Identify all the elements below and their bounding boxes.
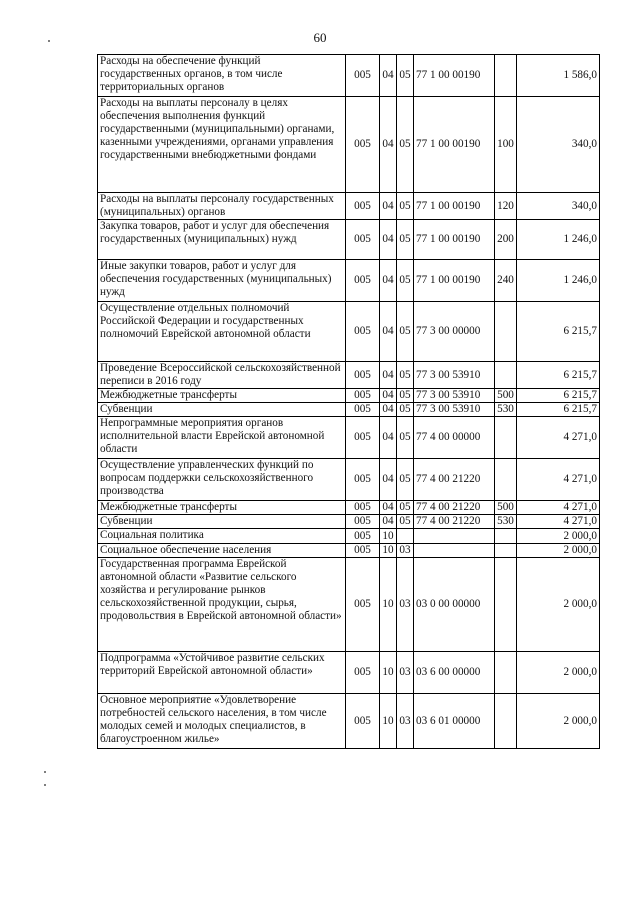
- row-section: 04: [380, 389, 397, 403]
- scan-speck: [44, 771, 46, 773]
- row-amount: 4 271,0: [517, 515, 600, 529]
- row-expense-type: [495, 544, 517, 558]
- row-subsection: 03: [397, 652, 414, 694]
- row-name: Непрограммные мероприятия органов исполнительной власти Еврейской автономной области: [98, 417, 346, 459]
- row-section: 04: [380, 220, 397, 260]
- table-row: [98, 97, 600, 193]
- row-subsection: 05: [397, 501, 414, 515]
- table-row: [98, 694, 600, 749]
- row-section: 04: [380, 302, 397, 362]
- table-row: [98, 501, 600, 515]
- row-amount: 2 000,0: [517, 529, 600, 544]
- row-section: 04: [380, 55, 397, 97]
- row-expense-type: 100: [495, 97, 517, 193]
- row-amount: 2 000,0: [517, 694, 600, 749]
- row-code: 005: [346, 193, 380, 220]
- row-amount: 2 000,0: [517, 652, 600, 694]
- budget-table: [97, 54, 600, 749]
- row-name: Расходы на выплаты персоналу государственных (муниципальных) органов: [98, 193, 346, 220]
- row-section: 04: [380, 417, 397, 459]
- row-article: 77 4 00 00000: [414, 417, 495, 459]
- row-expense-type: [495, 652, 517, 694]
- row-subsection: 05: [397, 55, 414, 97]
- table-row: [98, 55, 600, 97]
- row-amount: 1 246,0: [517, 260, 600, 302]
- table-row: [98, 459, 600, 501]
- row-expense-type: [495, 302, 517, 362]
- row-subsection: 05: [397, 302, 414, 362]
- row-expense-type: 200: [495, 220, 517, 260]
- row-section: 04: [380, 501, 397, 515]
- row-article: 77 1 00 00190: [414, 55, 495, 97]
- row-expense-type: [495, 362, 517, 389]
- row-subsection: 05: [397, 417, 414, 459]
- row-section: 04: [380, 97, 397, 193]
- row-article: [414, 544, 495, 558]
- row-name: Основное мероприятие «Удовлетворение потребностей сельского населения, в том числе молодых семей и молодых специалистов, в благоустроенном жилье»: [98, 694, 346, 749]
- row-section: 04: [380, 515, 397, 529]
- row-section: 04: [380, 260, 397, 302]
- row-name: Социальное обеспечение населения: [98, 544, 346, 558]
- row-code: 005: [346, 417, 380, 459]
- row-name: Субвенции: [98, 403, 346, 417]
- row-name: Осуществление управленческих функций по вопросам поддержки сельскохозяйственного производства: [98, 459, 346, 501]
- row-code: 005: [346, 558, 380, 652]
- row-name: Социальная политика: [98, 529, 346, 544]
- row-name: Подпрограмма «Устойчивое развитие сельских территорий Еврейской автономной области»: [98, 652, 346, 694]
- table-row: [98, 302, 600, 362]
- row-amount: 4 271,0: [517, 417, 600, 459]
- row-section: 10: [380, 544, 397, 558]
- table-row: [98, 260, 600, 302]
- row-section: 04: [380, 362, 397, 389]
- row-expense-type: 500: [495, 501, 517, 515]
- row-subsection: 05: [397, 220, 414, 260]
- row-expense-type: [495, 558, 517, 652]
- row-expense-type: [495, 529, 517, 544]
- row-expense-type: [495, 55, 517, 97]
- table-row: [98, 389, 600, 403]
- row-name: Государственная программа Еврейской автономной области «Развитие сельского хозяйства и регулирование рынков сельскохозяйственной продукции, сырья, продовольствия в Еврейской автономной области»: [98, 558, 346, 652]
- row-code: 005: [346, 459, 380, 501]
- table-row: [98, 193, 600, 220]
- scan-speck: [48, 40, 50, 42]
- row-name: Проведение Всероссийской сельскохозяйственной переписи в 2016 году: [98, 362, 346, 389]
- row-subsection: 03: [397, 558, 414, 652]
- table-row: [98, 417, 600, 459]
- row-expense-type: [495, 459, 517, 501]
- row-expense-type: 530: [495, 403, 517, 417]
- row-subsection: 05: [397, 389, 414, 403]
- row-article: 77 1 00 00190: [414, 193, 495, 220]
- row-section: 10: [380, 558, 397, 652]
- row-code: 005: [346, 362, 380, 389]
- row-code: 005: [346, 544, 380, 558]
- row-amount: 6 215,7: [517, 302, 600, 362]
- row-amount: 4 271,0: [517, 459, 600, 501]
- row-article: 77 4 00 21220: [414, 501, 495, 515]
- row-expense-type: [495, 417, 517, 459]
- table-row: [98, 544, 600, 558]
- row-expense-type: 500: [495, 389, 517, 403]
- row-code: 005: [346, 694, 380, 749]
- row-article: 03 6 00 00000: [414, 652, 495, 694]
- row-article: 77 3 00 53910: [414, 403, 495, 417]
- row-amount: 6 215,7: [517, 362, 600, 389]
- row-amount: 6 215,7: [517, 389, 600, 403]
- row-article: 77 4 00 21220: [414, 515, 495, 529]
- row-name: Иные закупки товаров, работ и услуг для обеспечения государственных (муниципальных) нужд: [98, 260, 346, 302]
- row-article: 03 6 01 00000: [414, 694, 495, 749]
- table-row: [98, 558, 600, 652]
- row-subsection: 05: [397, 515, 414, 529]
- row-expense-type: 530: [495, 515, 517, 529]
- row-article: 77 1 00 00190: [414, 260, 495, 302]
- row-subsection: 03: [397, 694, 414, 749]
- row-code: 005: [346, 220, 380, 260]
- row-article: 77 4 00 21220: [414, 459, 495, 501]
- row-amount: 1 586,0: [517, 55, 600, 97]
- table-row: [98, 220, 600, 260]
- row-amount: 340,0: [517, 193, 600, 220]
- table-row: [98, 362, 600, 389]
- row-section: 10: [380, 694, 397, 749]
- row-subsection: 05: [397, 97, 414, 193]
- row-expense-type: 240: [495, 260, 517, 302]
- row-subsection: 05: [397, 193, 414, 220]
- row-code: 005: [346, 515, 380, 529]
- row-code: 005: [346, 260, 380, 302]
- row-code: 005: [346, 403, 380, 417]
- row-name: Расходы на обеспечение функций государственных органов, в том числе территориальных органов: [98, 55, 346, 97]
- row-section: 10: [380, 529, 397, 544]
- row-article: [414, 529, 495, 544]
- row-name: Осуществление отдельных полномочий Российской Федерации и государственных полномочий Еврейской автономной области: [98, 302, 346, 362]
- page-number: 60: [313, 30, 327, 45]
- row-name: Закупка товаров, работ и услуг для обеспечения государственных (муниципальных) нужд: [98, 220, 346, 260]
- row-article: 03 0 00 00000: [414, 558, 495, 652]
- row-article: 77 1 00 00190: [414, 97, 495, 193]
- row-amount: 6 215,7: [517, 403, 600, 417]
- table-row: [98, 403, 600, 417]
- table-row: [98, 515, 600, 529]
- row-amount: 340,0: [517, 97, 600, 193]
- row-article: 77 1 00 00190: [414, 220, 495, 260]
- row-article: 77 3 00 53910: [414, 389, 495, 403]
- row-code: 005: [346, 652, 380, 694]
- row-section: 04: [380, 193, 397, 220]
- row-code: 005: [346, 501, 380, 515]
- row-code: 005: [346, 302, 380, 362]
- row-section: 04: [380, 403, 397, 417]
- row-subsection: 05: [397, 260, 414, 302]
- row-article: 77 3 00 00000: [414, 302, 495, 362]
- row-subsection: 05: [397, 403, 414, 417]
- row-name: Субвенции: [98, 515, 346, 529]
- row-subsection: 05: [397, 459, 414, 501]
- budget-table-body: [98, 55, 600, 749]
- table-row: [98, 529, 600, 544]
- row-section: 10: [380, 652, 397, 694]
- row-amount: 2 000,0: [517, 544, 600, 558]
- row-code: 005: [346, 97, 380, 193]
- row-code: 005: [346, 529, 380, 544]
- row-expense-type: [495, 694, 517, 749]
- row-name: Расходы на выплаты персоналу в целях обеспечения выполнения функций государственными (муниципальными) органами, казенными учреждениями, органами управления государственными внебюджетными фондами: [98, 97, 346, 193]
- row-expense-type: 120: [495, 193, 517, 220]
- row-subsection: 03: [397, 544, 414, 558]
- row-name: Межбюджетные трансферты: [98, 389, 346, 403]
- row-amount: 2 000,0: [517, 558, 600, 652]
- row-section: 04: [380, 459, 397, 501]
- row-article: 77 3 00 53910: [414, 362, 495, 389]
- row-amount: 4 271,0: [517, 501, 600, 515]
- row-code: 005: [346, 389, 380, 403]
- row-subsection: [397, 529, 414, 544]
- table-row: [98, 652, 600, 694]
- row-subsection: 05: [397, 362, 414, 389]
- scan-speck: [44, 784, 46, 786]
- row-amount: 1 246,0: [517, 220, 600, 260]
- row-name: Межбюджетные трансферты: [98, 501, 346, 515]
- row-code: 005: [346, 55, 380, 97]
